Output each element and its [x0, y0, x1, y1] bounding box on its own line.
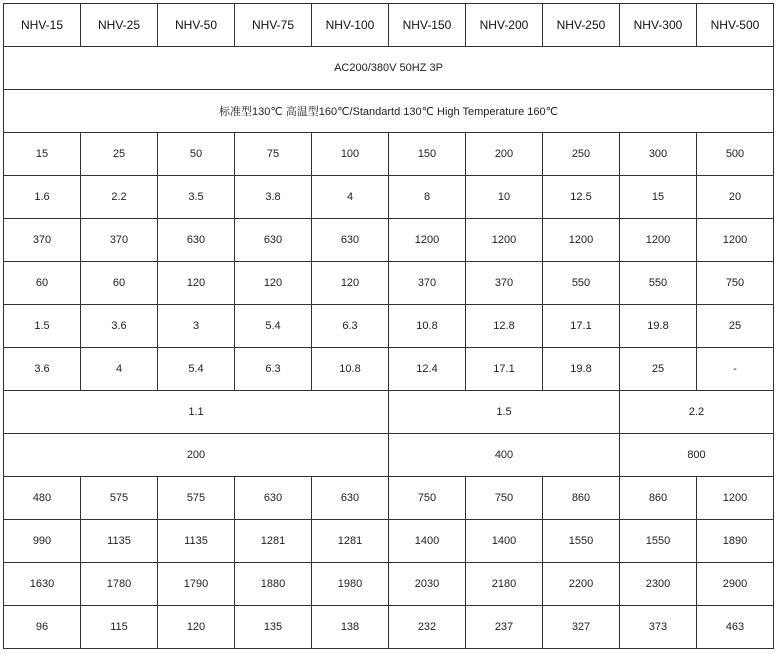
- merged-cell: 800: [620, 434, 774, 477]
- spec-table: [3, 3, 774, 649]
- table-row: [4, 133, 774, 176]
- power-supply-cell: AC200/380V 50HZ 3P: [4, 47, 774, 90]
- table-cell: 115: [81, 606, 158, 649]
- table-cell: 1200: [697, 219, 774, 262]
- header-cell: NHV-25: [81, 4, 158, 47]
- table-row: [4, 305, 774, 348]
- table-cell: 20: [697, 176, 774, 219]
- table-cell: 3.5: [158, 176, 235, 219]
- table-cell: 100: [312, 133, 389, 176]
- table-cell: 19.8: [543, 348, 620, 391]
- table-cell: 120: [312, 262, 389, 305]
- table-cell: 370: [466, 262, 543, 305]
- table-cell: 1135: [158, 520, 235, 563]
- table-cell: 630: [312, 219, 389, 262]
- table-cell: 990: [4, 520, 81, 563]
- table-cell: 1.5: [4, 305, 81, 348]
- table-cell: 2200: [543, 563, 620, 606]
- table-row: [4, 563, 774, 606]
- table-cell: 237: [466, 606, 543, 649]
- merged-row: [4, 434, 774, 477]
- table-cell: 4: [81, 348, 158, 391]
- table-cell: 1281: [312, 520, 389, 563]
- table-cell: 120: [158, 262, 235, 305]
- table-cell: 630: [312, 477, 389, 520]
- table-cell: 10: [466, 176, 543, 219]
- table-cell: 60: [81, 262, 158, 305]
- table-cell: 2030: [389, 563, 466, 606]
- merged-cell: 400: [389, 434, 620, 477]
- power-row: [4, 47, 774, 90]
- table-cell: 150: [389, 133, 466, 176]
- merged-cell: 200: [4, 434, 389, 477]
- table-cell: 860: [543, 477, 620, 520]
- table-cell: 12.5: [543, 176, 620, 219]
- header-cell: NHV-200: [466, 4, 543, 47]
- table-row: [4, 477, 774, 520]
- table-cell: 1880: [235, 563, 312, 606]
- table-cell: 300: [620, 133, 697, 176]
- table-cell: 1780: [81, 563, 158, 606]
- table-cell: 25: [697, 305, 774, 348]
- table-cell: 1630: [4, 563, 81, 606]
- table-cell: 3.6: [81, 305, 158, 348]
- table-cell: 15: [620, 176, 697, 219]
- table-cell: 138: [312, 606, 389, 649]
- table-cell: 250: [543, 133, 620, 176]
- table-cell: 15: [4, 133, 81, 176]
- table-cell: 1200: [697, 477, 774, 520]
- table-cell: 370: [4, 219, 81, 262]
- table-cell: 1200: [620, 219, 697, 262]
- table-cell: 860: [620, 477, 697, 520]
- table-cell: 373: [620, 606, 697, 649]
- merged-row: [4, 391, 774, 434]
- merged-cell: 1.5: [389, 391, 620, 434]
- table-cell: 463: [697, 606, 774, 649]
- table-cell: 12.8: [466, 305, 543, 348]
- table-cell: 200: [466, 133, 543, 176]
- table-cell: 10.8: [312, 348, 389, 391]
- header-cell: NHV-250: [543, 4, 620, 47]
- table-cell: 25: [81, 133, 158, 176]
- table-cell: 480: [4, 477, 81, 520]
- table-cell: 3.6: [4, 348, 81, 391]
- table-cell: 550: [620, 262, 697, 305]
- table-cell: 1200: [466, 219, 543, 262]
- table-cell: 370: [389, 262, 466, 305]
- header-cell: NHV-15: [4, 4, 81, 47]
- table-cell: 630: [235, 477, 312, 520]
- header-cell: NHV-300: [620, 4, 697, 47]
- table-cell: 232: [389, 606, 466, 649]
- table-row: [4, 176, 774, 219]
- table-cell: 1.6: [4, 176, 81, 219]
- table-cell: 2180: [466, 563, 543, 606]
- table-cell: 12.4: [389, 348, 466, 391]
- table-cell: 1790: [158, 563, 235, 606]
- table-cell: 630: [235, 219, 312, 262]
- table-cell: 750: [697, 262, 774, 305]
- table-cell: -: [697, 348, 774, 391]
- table-row: [4, 219, 774, 262]
- table-cell: 630: [158, 219, 235, 262]
- table-cell: 1400: [389, 520, 466, 563]
- table-cell: 2900: [697, 563, 774, 606]
- table-cell: 75: [235, 133, 312, 176]
- table-cell: 1200: [389, 219, 466, 262]
- table-cell: 2.2: [81, 176, 158, 219]
- table-cell: 1135: [81, 520, 158, 563]
- table-cell: 19.8: [620, 305, 697, 348]
- header-cell: NHV-75: [235, 4, 312, 47]
- table-cell: 1200: [543, 219, 620, 262]
- table-cell: 575: [158, 477, 235, 520]
- table-cell: 135: [235, 606, 312, 649]
- header-cell: NHV-500: [697, 4, 774, 47]
- temperature-row: [4, 90, 774, 133]
- table-cell: 1400: [466, 520, 543, 563]
- merged-cell: 2.2: [620, 391, 774, 434]
- table-cell: 2300: [620, 563, 697, 606]
- table-cell: 1550: [543, 520, 620, 563]
- table-cell: 327: [543, 606, 620, 649]
- table-cell: 6.3: [312, 305, 389, 348]
- table-cell: 17.1: [543, 305, 620, 348]
- temperature-cell: 标准型130℃ 高温型160℃/Standartd 130℃ High Temperature 160℃: [4, 90, 774, 133]
- table-cell: 4: [312, 176, 389, 219]
- table-cell: 750: [389, 477, 466, 520]
- header-cell: NHV-150: [389, 4, 466, 47]
- table-cell: 120: [158, 606, 235, 649]
- table-cell: 50: [158, 133, 235, 176]
- merged-cell: 1.1: [4, 391, 389, 434]
- table-cell: 370: [81, 219, 158, 262]
- table-row: [4, 520, 774, 563]
- table-cell: 575: [81, 477, 158, 520]
- table-cell: 1281: [235, 520, 312, 563]
- table-cell: 5.4: [235, 305, 312, 348]
- table-row: [4, 348, 774, 391]
- table-cell: 60: [4, 262, 81, 305]
- table-cell: 3.8: [235, 176, 312, 219]
- table-cell: 17.1: [466, 348, 543, 391]
- header-row: [4, 4, 774, 47]
- table-cell: 96: [4, 606, 81, 649]
- header-cell: NHV-50: [158, 4, 235, 47]
- header-cell: NHV-100: [312, 4, 389, 47]
- table-cell: 25: [620, 348, 697, 391]
- table-cell: 8: [389, 176, 466, 219]
- table-cell: 750: [466, 477, 543, 520]
- table-cell: 10.8: [389, 305, 466, 348]
- table-cell: 550: [543, 262, 620, 305]
- table-row: [4, 262, 774, 305]
- table-cell: 5.4: [158, 348, 235, 391]
- table-cell: 1980: [312, 563, 389, 606]
- table-cell: 1550: [620, 520, 697, 563]
- table-cell: 1890: [697, 520, 774, 563]
- table-row: [4, 606, 774, 649]
- table-cell: 6.3: [235, 348, 312, 391]
- table-cell: 3: [158, 305, 235, 348]
- table-cell: 500: [697, 133, 774, 176]
- table-cell: 120: [235, 262, 312, 305]
